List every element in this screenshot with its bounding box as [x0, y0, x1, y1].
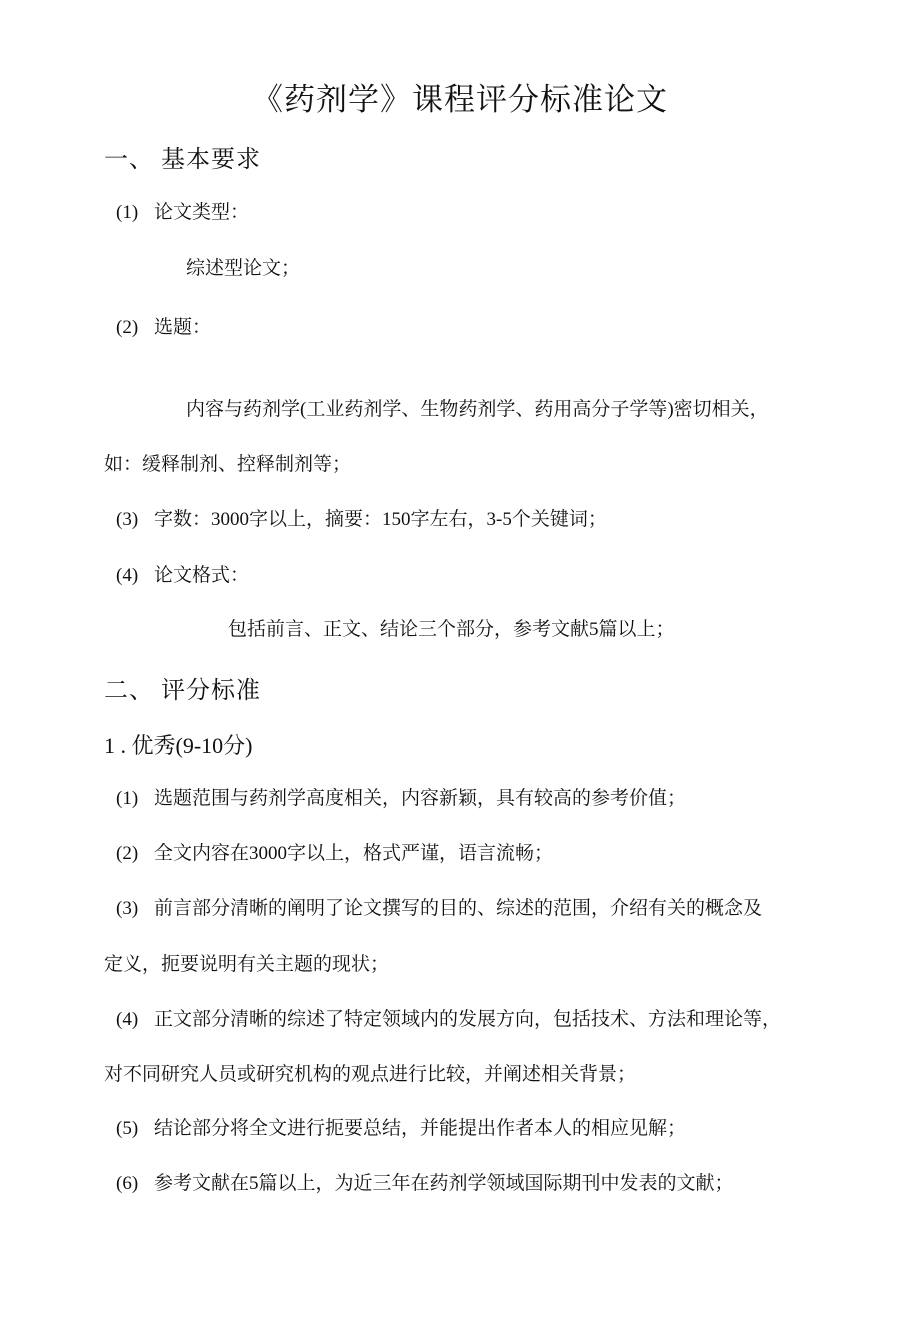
item-number: (2) — [116, 317, 139, 338]
list-item — [116, 510, 607, 529]
item-number: (1) — [116, 788, 139, 809]
item-text: 论文格式： — [154, 565, 250, 586]
item-text: 选题范围与药剂学高度相关，内容新颖，具有较高的参考价值； — [154, 788, 687, 809]
item-text: 参考文献在5篇以上，为近三年在药剂学领域国际期刊中发表的文献； — [154, 1173, 734, 1194]
list-item — [116, 1119, 686, 1138]
list-item — [116, 789, 686, 808]
item-text: 字数：3000字以上，摘要：150字左右，3-5个关键词； — [154, 509, 607, 530]
list-item — [116, 203, 249, 222]
item-text: 正文部分清晰的综述了特定领域内的发展方向，包括技术、方法和理论等， — [154, 1009, 782, 1030]
item-number: (3) — [116, 509, 139, 530]
list-item — [116, 1010, 781, 1029]
list-item — [116, 1174, 734, 1193]
item-text: 选题： — [154, 317, 212, 338]
item-number: (6) — [116, 1173, 139, 1194]
item-number: (4) — [116, 565, 139, 586]
document-title: 《药剂学》课程评分标准论文 — [252, 82, 668, 117]
item-continuation: 如：缓释制剂、控释制剂等； — [104, 454, 352, 475]
item-text: 结论部分将全文进行扼要总结，并能提出作者本人的相应见解； — [154, 1118, 687, 1139]
item-text: 全文内容在3000字以上，格式严谨，语言流畅； — [154, 843, 554, 864]
item-detail: 包括前言、正文、结论三个部分，参考文献5篇以上； — [228, 619, 675, 640]
item-number: (2) — [116, 843, 139, 864]
subheading-excellent: 1 . 优秀(9-10分) — [104, 733, 253, 758]
list-item — [116, 566, 249, 585]
item-continuation: 对不同研究人员或研究机构的观点进行比较，并阐述相关背景； — [104, 1064, 637, 1085]
item-continuation: 定义，扼要说明有关主题的现状； — [104, 954, 390, 975]
item-number: (4) — [116, 1009, 139, 1030]
item-text: 前言部分清晰的阐明了论文撰写的目的、综述的范围，介绍有关的概念及 — [154, 898, 763, 919]
list-item — [116, 318, 211, 337]
item-number: (5) — [116, 1118, 139, 1139]
list-item — [116, 844, 553, 863]
item-number: (1) — [116, 202, 139, 223]
section-heading-scoring-criteria: 二、 评分标准 — [104, 678, 261, 704]
item-number: (3) — [116, 898, 139, 919]
item-text: 论文类型： — [154, 202, 250, 223]
item-detail: 综述型论文； — [186, 258, 301, 279]
section-heading-basic-requirements: 一、 基本要求 — [104, 147, 261, 173]
list-item — [116, 899, 762, 918]
item-detail: 内容与药剂学(工业药剂学、生物药剂学、药用高分子学等)密切相关， — [186, 399, 769, 420]
